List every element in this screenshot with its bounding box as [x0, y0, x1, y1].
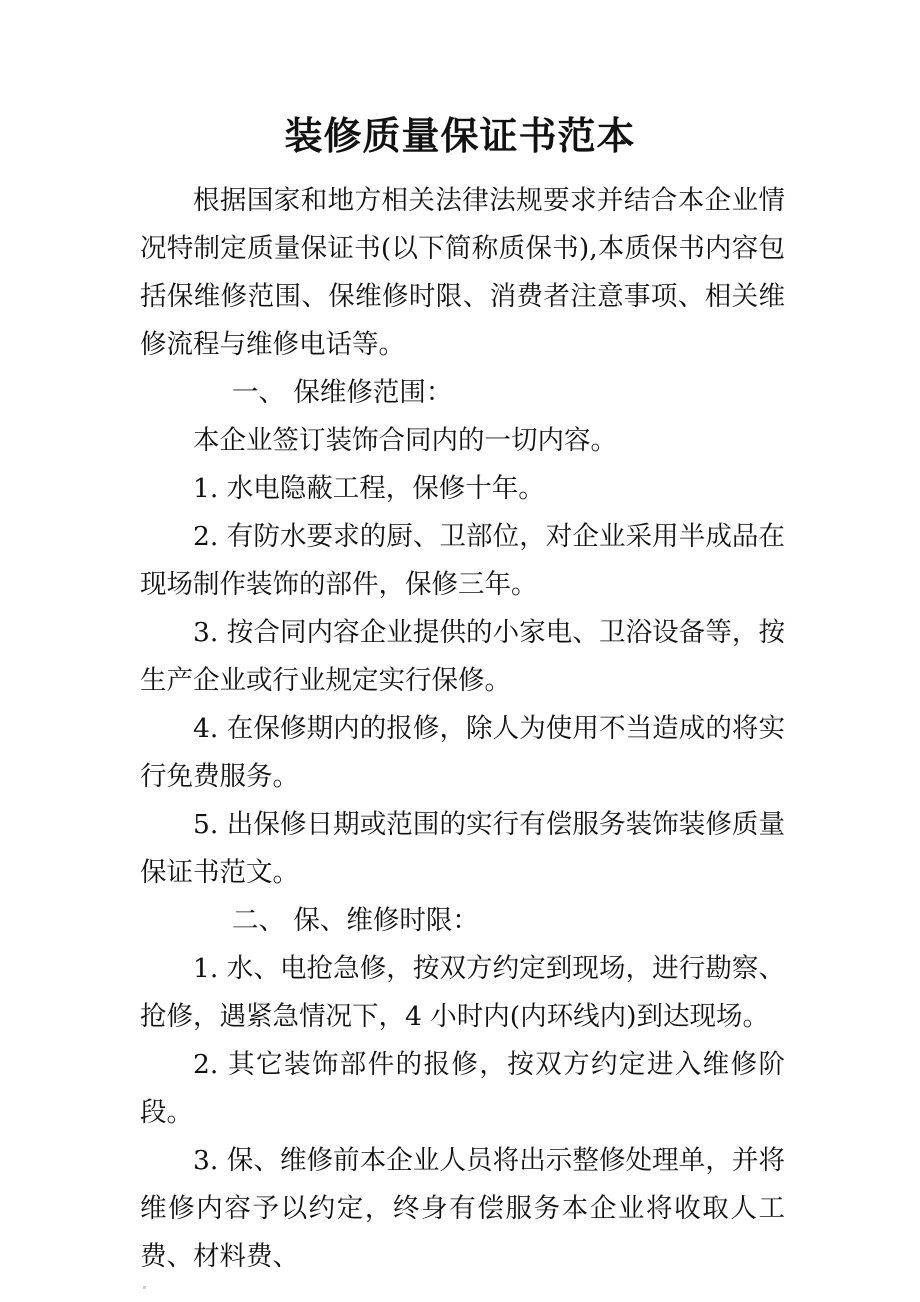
section-heading-timeframe: 二、 保、维修时限：	[232, 905, 479, 936]
document-body	[140, 177, 785, 1281]
list-item-scope-5: 5. 出保修日期或范围的实行有偿服务装饰装修质量保证书范文。	[140, 809, 785, 888]
list-item-timeframe-3: 3. 保、维修前本企业人员将出示整修处理单，并将维修内容予以约定，终身有偿服务本企业将收取人工费、材料费、	[140, 1145, 785, 1272]
list-item-scope-4: 4. 在保修期内的报修，除人为使用不当造成的将实行免费服务。	[140, 713, 785, 792]
list-item-timeframe-1: 1. 水、电抢急修，按双方约定到现场，进行勘察、抢修，遇紧急情况下，4 小时内(内环线内)到达现场。	[140, 953, 785, 1032]
paragraph-scope-summary: 本企业签订装饰合同内的一切内容。	[193, 425, 617, 456]
list-item-scope-3: 3. 按合同内容企业提供的小家电、卫浴设备等，按生产企业或行业规定实行保修。	[140, 617, 785, 696]
section-heading-scope: 一、 保维修范围：	[232, 377, 453, 408]
document-title: 装修质量保证书范本	[284, 114, 636, 158]
list-item-timeframe-2: 2. 其它装饰部件的报修，按双方约定进入维修阶段。	[140, 1049, 785, 1128]
list-item-scope-2: 2. 有防水要求的厨、卫部位，对企业采用半成品在现场制作装饰的部件，保修三年。	[140, 521, 785, 600]
paragraph-intro: 根据国家和地方相关法律法规要求并结合本企业情况特制定质量保证书(以下简称质保书),本质保书内容包括保维修范围、保维修时限、消费者注意事项、相关维修流程与维修电话等。	[140, 185, 785, 360]
list-item-scope-1: 1. 水电隐蔽工程，保修十年。	[193, 473, 545, 504]
scan-dot	[143, 1286, 146, 1289]
